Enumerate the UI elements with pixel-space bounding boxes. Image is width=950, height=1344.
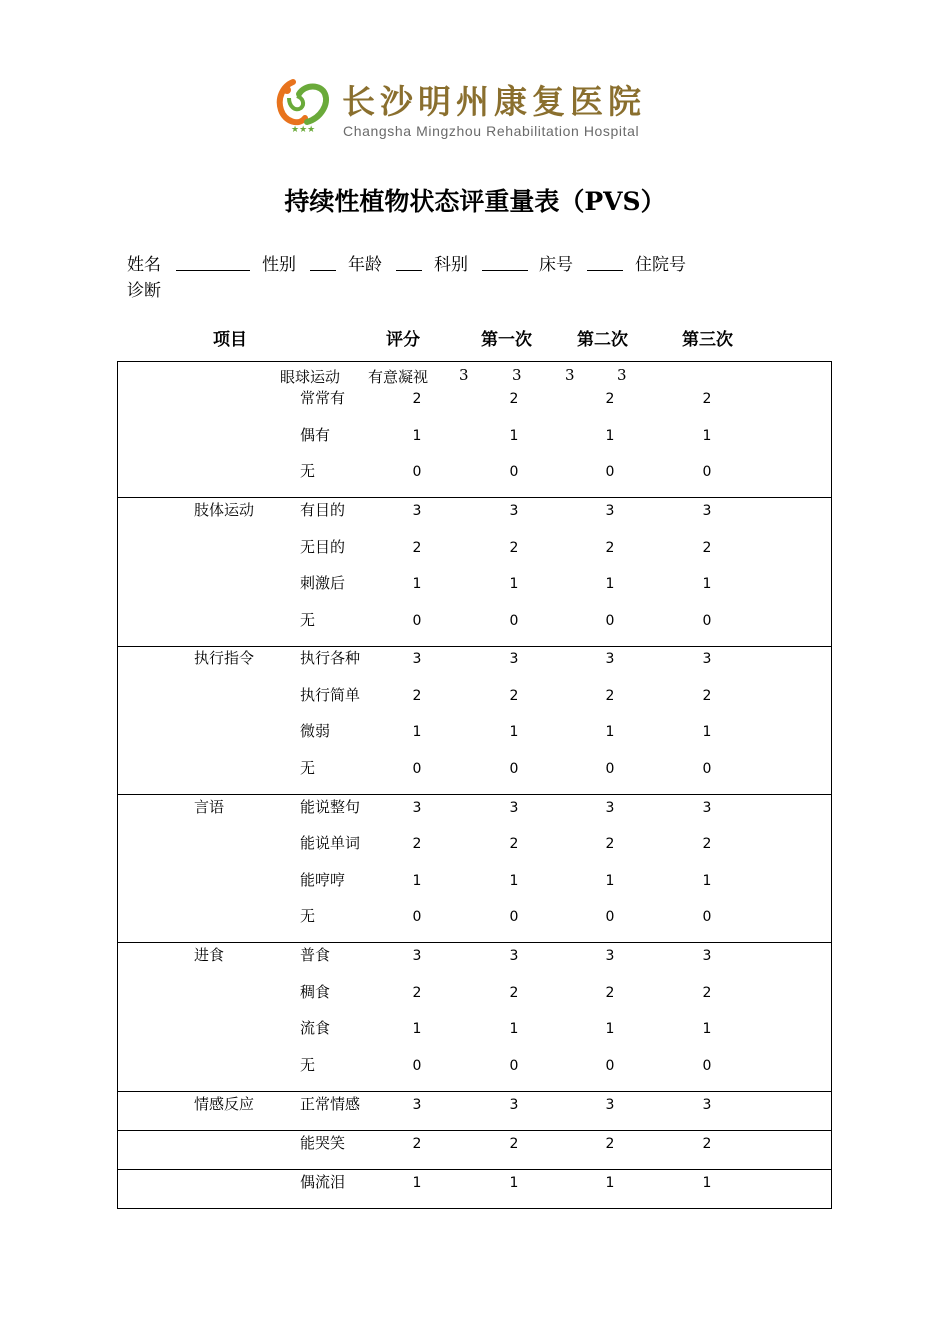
row-first-value: 2 bbox=[509, 688, 519, 704]
row-first-value: 2 bbox=[509, 836, 519, 852]
bed-label: 床号 bbox=[539, 255, 573, 275]
row-first-value: 0 bbox=[509, 909, 519, 925]
row-first-value: 1 bbox=[509, 576, 519, 592]
row-first-value: 0 bbox=[509, 613, 519, 629]
row-score-value: 3 bbox=[412, 651, 422, 667]
column-header-item: 项目 bbox=[213, 330, 247, 350]
admission-label: 住院号 bbox=[635, 255, 686, 275]
column-header-score: 评分 bbox=[386, 330, 420, 350]
row-first-value: 1 bbox=[509, 1021, 519, 1037]
row-third-value: 2 bbox=[702, 391, 712, 407]
row-option: 能哭笑 bbox=[300, 1134, 346, 1152]
row-third-value: 3 bbox=[702, 948, 712, 964]
row-score-value: 0 bbox=[412, 1058, 422, 1074]
row-score-value: 2 bbox=[412, 985, 422, 1001]
row-third-value: 1 bbox=[702, 428, 712, 444]
row-third-value: 0 bbox=[702, 1058, 712, 1074]
row-option: 普食 bbox=[300, 946, 331, 964]
row-score-value: 0 bbox=[412, 613, 422, 629]
row0-first: 3 bbox=[512, 366, 522, 384]
row-third-value: 2 bbox=[702, 688, 712, 704]
row-second-value: 0 bbox=[605, 613, 615, 629]
row-option: 无 bbox=[300, 462, 316, 480]
row-first-value: 3 bbox=[509, 800, 519, 816]
row-score-value: 1 bbox=[412, 724, 422, 740]
row-first-value: 3 bbox=[509, 948, 519, 964]
row-second-value: 3 bbox=[605, 948, 615, 964]
row-third-value: 3 bbox=[702, 503, 712, 519]
row-first-value: 3 bbox=[509, 651, 519, 667]
gender-label: 性别 bbox=[262, 255, 296, 275]
row-third-value: 1 bbox=[702, 576, 712, 592]
name-field[interactable] bbox=[176, 270, 250, 271]
row-first-value: 3 bbox=[509, 503, 519, 519]
row-third-value: 3 bbox=[702, 1097, 712, 1113]
row-second-value: 1 bbox=[605, 576, 615, 592]
row-second-value: 1 bbox=[605, 724, 615, 740]
page-title: 持续性植物状态评重量表（PVS） bbox=[284, 187, 666, 216]
row-option: 执行简单 bbox=[300, 686, 361, 704]
row-option: 无 bbox=[300, 759, 316, 777]
row-option: 稠食 bbox=[300, 983, 331, 1001]
row-score-value: 0 bbox=[412, 464, 422, 480]
dept-field[interactable] bbox=[482, 270, 528, 271]
row-third-value: 2 bbox=[702, 836, 712, 852]
row-score-value: 3 bbox=[412, 948, 422, 964]
dept-label: 科别 bbox=[434, 255, 468, 275]
row-third-value: 3 bbox=[702, 651, 712, 667]
row-score-value: 1 bbox=[412, 1021, 422, 1037]
row-option: 无 bbox=[300, 611, 316, 629]
group-divider bbox=[117, 497, 832, 498]
row-second-value: 2 bbox=[605, 688, 615, 704]
row-score-value: 0 bbox=[412, 761, 422, 777]
row-score-value: 3 bbox=[412, 503, 422, 519]
bed-field[interactable] bbox=[587, 270, 623, 271]
row-option: 微弱 bbox=[300, 722, 331, 740]
row-category: 进食 bbox=[194, 946, 225, 964]
row-second-value: 1 bbox=[605, 1021, 615, 1037]
row-third-value: 3 bbox=[702, 800, 712, 816]
row-score-value: 1 bbox=[412, 428, 422, 444]
row-category: 肢体运动 bbox=[194, 501, 255, 519]
row-option: 常常有 bbox=[300, 389, 346, 407]
row-option: 执行各种 bbox=[300, 649, 361, 667]
row-second-value: 0 bbox=[605, 1058, 615, 1074]
row-score-value: 2 bbox=[412, 688, 422, 704]
row0-option: 有意凝视 bbox=[368, 368, 429, 386]
group-divider bbox=[117, 942, 832, 943]
row0-second: 3 bbox=[565, 366, 575, 384]
row-score-value: 1 bbox=[412, 576, 422, 592]
row-second-value: 0 bbox=[605, 464, 615, 480]
row-option: 能哼哼 bbox=[300, 871, 346, 889]
row-second-value: 1 bbox=[605, 873, 615, 889]
gender-field[interactable] bbox=[310, 270, 336, 271]
group-divider bbox=[117, 794, 832, 795]
row-third-value: 1 bbox=[702, 724, 712, 740]
row0-third: 3 bbox=[617, 366, 627, 384]
row-second-value: 2 bbox=[605, 836, 615, 852]
row-third-value: 1 bbox=[702, 1021, 712, 1037]
row-second-value: 2 bbox=[605, 1136, 615, 1152]
row-score-value: 1 bbox=[412, 873, 422, 889]
group-divider bbox=[117, 1091, 832, 1092]
column-header-first: 第一次 bbox=[481, 330, 532, 350]
group-divider bbox=[117, 646, 832, 647]
age-field[interactable] bbox=[396, 270, 422, 271]
row-third-value: 0 bbox=[702, 613, 712, 629]
row-second-value: 2 bbox=[605, 540, 615, 556]
row-first-value: 0 bbox=[509, 1058, 519, 1074]
column-header-second: 第二次 bbox=[577, 330, 628, 350]
hospital-name-en: Changsha Mingzhou Rehabilitation Hospital bbox=[343, 123, 640, 139]
row-score-value: 0 bbox=[412, 909, 422, 925]
row-third-value: 0 bbox=[702, 464, 712, 480]
name-label: 姓名 bbox=[127, 255, 161, 275]
row-option: 刺激后 bbox=[300, 574, 346, 592]
row-category: 执行指令 bbox=[194, 649, 255, 667]
row-first-value: 2 bbox=[509, 1136, 519, 1152]
row-option: 能说整句 bbox=[300, 798, 361, 816]
row-first-value: 2 bbox=[509, 391, 519, 407]
row-third-value: 1 bbox=[702, 1175, 712, 1191]
row-score-value: 2 bbox=[412, 836, 422, 852]
row-score-value: 1 bbox=[412, 1175, 422, 1191]
row-score-value: 2 bbox=[412, 391, 422, 407]
row-score-value: 2 bbox=[412, 540, 422, 556]
row0-score: 3 bbox=[459, 366, 469, 384]
row-score-value: 3 bbox=[412, 1097, 422, 1113]
group-divider bbox=[117, 1130, 832, 1131]
row-first-value: 0 bbox=[509, 761, 519, 777]
row-first-value: 0 bbox=[509, 464, 519, 480]
row-second-value: 3 bbox=[605, 800, 615, 816]
row-third-value: 0 bbox=[702, 909, 712, 925]
row-first-value: 1 bbox=[509, 428, 519, 444]
row-second-value: 3 bbox=[605, 503, 615, 519]
row-first-value: 2 bbox=[509, 985, 519, 1001]
row-third-value: 0 bbox=[702, 761, 712, 777]
row-option: 无目的 bbox=[300, 538, 346, 556]
row-score-value: 3 bbox=[412, 800, 422, 816]
row-option: 有目的 bbox=[300, 501, 346, 519]
row-third-value: 2 bbox=[702, 1136, 712, 1152]
column-header-third: 第三次 bbox=[682, 330, 733, 350]
row-second-value: 1 bbox=[605, 428, 615, 444]
row-first-value: 1 bbox=[509, 724, 519, 740]
diagnosis-label: 诊断 bbox=[127, 281, 161, 301]
row-second-value: 1 bbox=[605, 1175, 615, 1191]
row-first-value: 1 bbox=[509, 873, 519, 889]
row-option: 无 bbox=[300, 1056, 316, 1074]
row-option: 流食 bbox=[300, 1019, 331, 1037]
pvs-score-table bbox=[117, 361, 832, 1209]
row-option: 能说单词 bbox=[300, 834, 361, 852]
logo-stars: ★★★ bbox=[291, 125, 316, 135]
row-second-value: 3 bbox=[605, 651, 615, 667]
row-third-value: 2 bbox=[702, 540, 712, 556]
row-second-value: 3 bbox=[605, 1097, 615, 1113]
row-option: 正常情感 bbox=[300, 1095, 361, 1113]
group-divider bbox=[117, 1169, 832, 1170]
row-first-value: 2 bbox=[509, 540, 519, 556]
row-second-value: 0 bbox=[605, 761, 615, 777]
row-option: 偶流泪 bbox=[300, 1173, 346, 1191]
row-third-value: 1 bbox=[702, 873, 712, 889]
row-category: 言语 bbox=[194, 798, 225, 816]
row-score-value: 2 bbox=[412, 1136, 422, 1152]
row-first-value: 3 bbox=[509, 1097, 519, 1113]
row-second-value: 2 bbox=[605, 985, 615, 1001]
row-option: 偶有 bbox=[300, 426, 331, 444]
age-label: 年龄 bbox=[348, 255, 382, 275]
row-third-value: 2 bbox=[702, 985, 712, 1001]
hospital-name-cn: 长沙明州康复医院 bbox=[342, 82, 646, 121]
row-second-value: 0 bbox=[605, 909, 615, 925]
row-option: 无 bbox=[300, 907, 316, 925]
row0-category: 眼球运动 bbox=[280, 368, 341, 386]
row-category: 情感反应 bbox=[194, 1095, 255, 1113]
row-first-value: 1 bbox=[509, 1175, 519, 1191]
row-second-value: 2 bbox=[605, 391, 615, 407]
